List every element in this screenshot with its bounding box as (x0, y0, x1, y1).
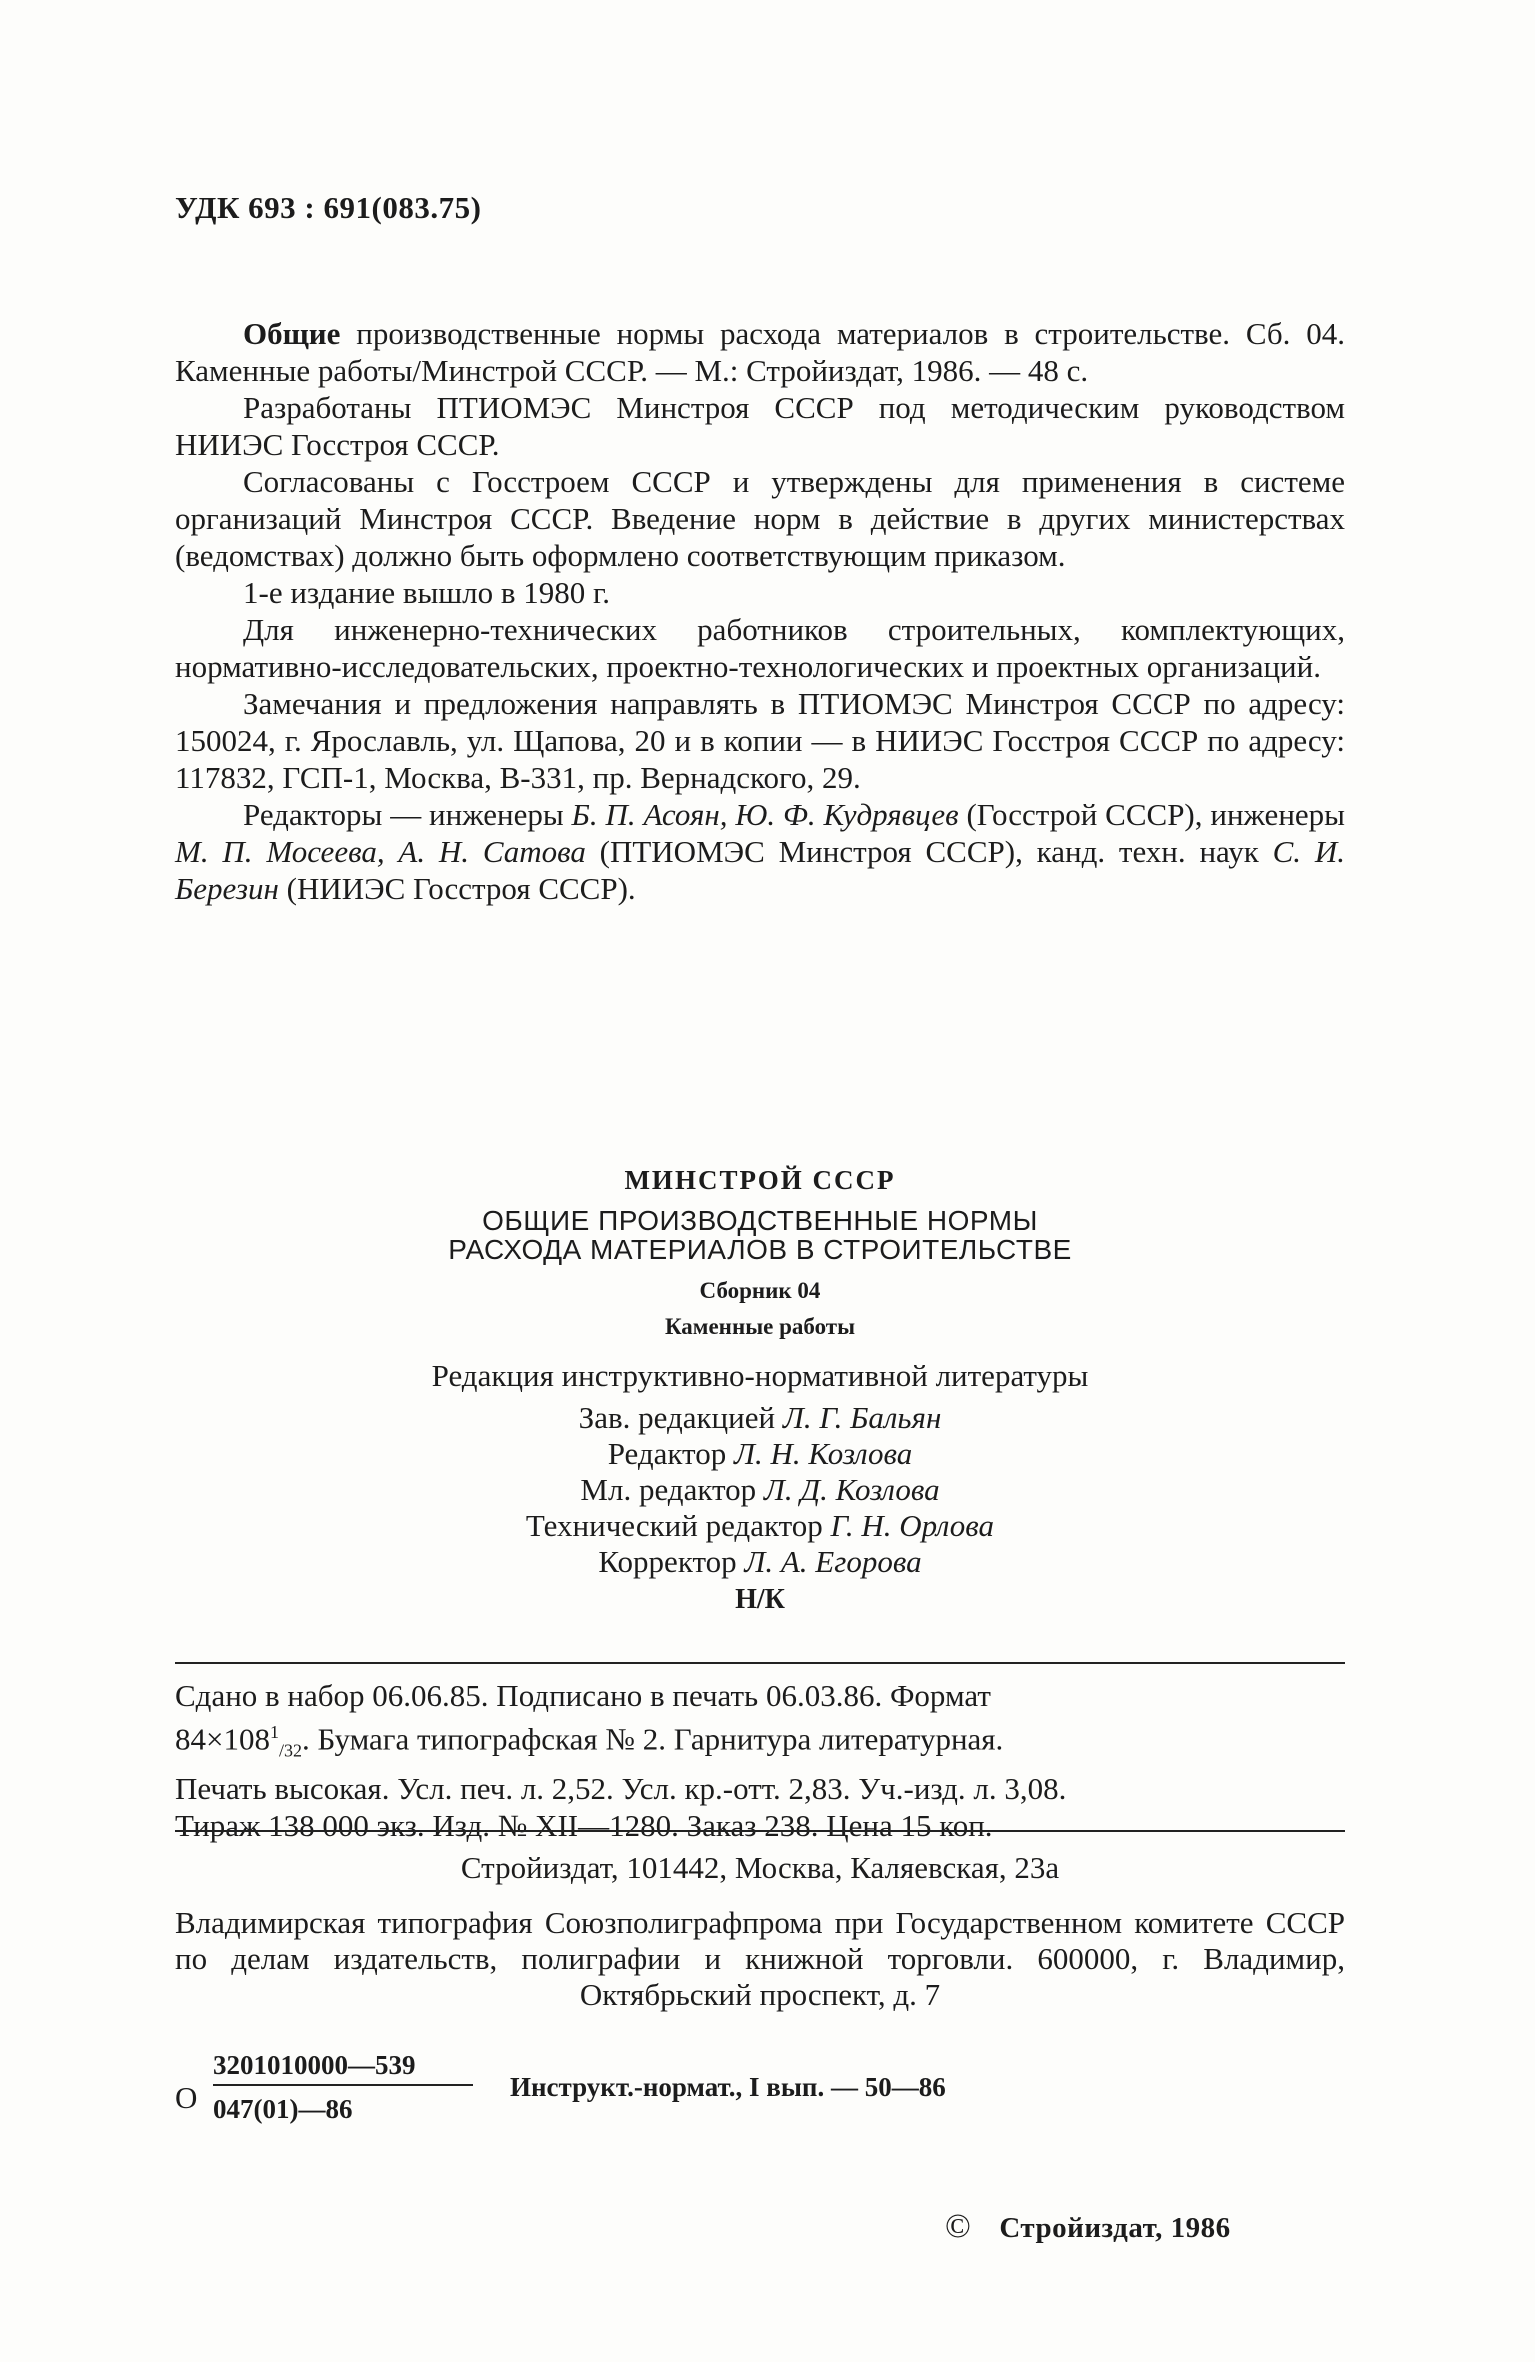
remarks-address: Замечания и предложения направлять в ПТИОМЭС Минстроя СССР по адресу: 150024, г. Ярославль, ул. Щапова, 20 и в копии — в НИИЭС Госстроя СССР по адресу: 117832, ГСП-1, Москва, В-331, пр. Вернадского, 29. (175, 686, 1345, 795)
index-denominator: 047(01)—86 (213, 2094, 353, 2124)
nk-mark: Н/К (735, 1584, 785, 1615)
print-details (175, 1677, 1345, 1844)
print-line-1: Сдано в набор 06.06.85. Подписано в печать 06.03.86. Формат (175, 1678, 991, 1713)
udk-code: УДК 693 : 691(083.75) (175, 190, 482, 225)
staff-line: Мл. редактор Л. Д. Козлова (580, 1472, 940, 1507)
staff-line: Редактор Л. Н. Козлова (607, 1436, 913, 1471)
editorial-office: Редакция инструктивно-нормативной литературы (431, 1358, 1089, 1393)
staff-line: Технический редактор Г. Н. Орлова (525, 1508, 995, 1543)
bib-lead-word: Общие (243, 316, 341, 351)
title-line-1: ОБЩИЕ ПРОИЗВОДСТВЕННЫЕ НОРМЫ (482, 1205, 1038, 1236)
ministry-name: МИНСТРОЙ СССР (624, 1165, 896, 1195)
catalog-index (175, 2050, 1345, 2170)
editor-names: Б. П. Асоян, Ю. Ф. Кудрявцев (571, 797, 959, 832)
staff-line: Корректор Л. А. Егорова (598, 1544, 922, 1579)
editor-names: М. П. Мосеева, А. Н. Сатова (175, 834, 586, 869)
developed-by: Разработаны ПТИОМЭС Минстроя СССР под методическим руководством НИИЭС Госстроя СССР. (175, 390, 1345, 462)
audience: Для инженерно-технических работников строительных, комплектующих, нормативно-исследовательских, проектно-технологических и проектных организаций. (175, 612, 1345, 684)
index-prefix: О (175, 2080, 198, 2115)
first-edition: 1-е издание вышло в 1980 г. (243, 575, 610, 610)
abstract-block (175, 315, 1345, 907)
print-line-4: Тираж 138 000 экз. Изд. № XII—1280. Заказ 238. Цена 15 коп. (175, 1807, 993, 1843)
title-line-2: РАСХОДА МАТЕРИАЛОВ В СТРОИТЕЛЬСТВЕ (448, 1234, 1072, 1265)
editor-names: С. И. Березин (175, 834, 1345, 906)
copyright-text: Стройиздат, 1986 (999, 2212, 1231, 2244)
index-description: Инструкт.-нормат., I вып. — 50—86 (510, 2072, 946, 2102)
collection-number: Сборник 04 (699, 1278, 821, 1303)
copyright-icon: © (945, 2208, 972, 2245)
printing-house: Владимирская типография Союзполиграфпрома при Государственном комитете СССР по делам издательств, полиграфии и книжной торговли. 600000, г. Владимир, Октябрьский проспект, д. 7 (175, 1905, 1345, 2012)
bibliographic-description (175, 315, 1345, 389)
divider-line (175, 1830, 1345, 1832)
agreed-with: Согласованы с Госстроем СССР и утверждены для применения в системе организаций Минстроя СССР. Введение норм в действие в других министерствах (ведомствах) должно быть оформлено соответствующим приказом. (175, 464, 1345, 573)
print-line-3: Печать высокая. Усл. печ. л. 2,52. Усл. кр.-отт. 2,83. Уч.-изд. л. 3,08. (175, 1770, 1067, 1806)
print-line-2: $84\times 108^1_{/32}$. Бумага типографская № 2. Гарнитура литературная. (175, 1721, 1004, 1761)
staff-line: Зав. редакцией Л. Г. Бальян (578, 1400, 942, 1435)
copyright (945, 2208, 1231, 2246)
bib-text: производственные нормы расхода материалов в строительстве. Сб. 04. Каменные работы/Минстрой СССР. — М.: Стройиздат, 1986. — 48 с. (175, 316, 1345, 388)
index-numerator: 3201010000—539 (213, 2050, 416, 2080)
editors: Редакторы — инженеры Б. П. Асоян, Ю. Ф. Кудрявцев (Госстрой СССР), инженеры М. П. Мосеева, А. Н. Сатова (ПТИОМЭС Минстроя СССР), канд. техн. наук С. И. Березин (НИИЭС Госстроя СССР). (175, 797, 1345, 906)
colophon (175, 1165, 1345, 1616)
divider-line (175, 1662, 1345, 1664)
staff-list (175, 1400, 1345, 1580)
collection-subject: Каменные работы (664, 1314, 856, 1339)
publisher-address: Стройиздат, 101442, Москва, Каляевская, 23а (460, 1850, 1060, 1885)
index-fraction-line (213, 2084, 473, 2086)
